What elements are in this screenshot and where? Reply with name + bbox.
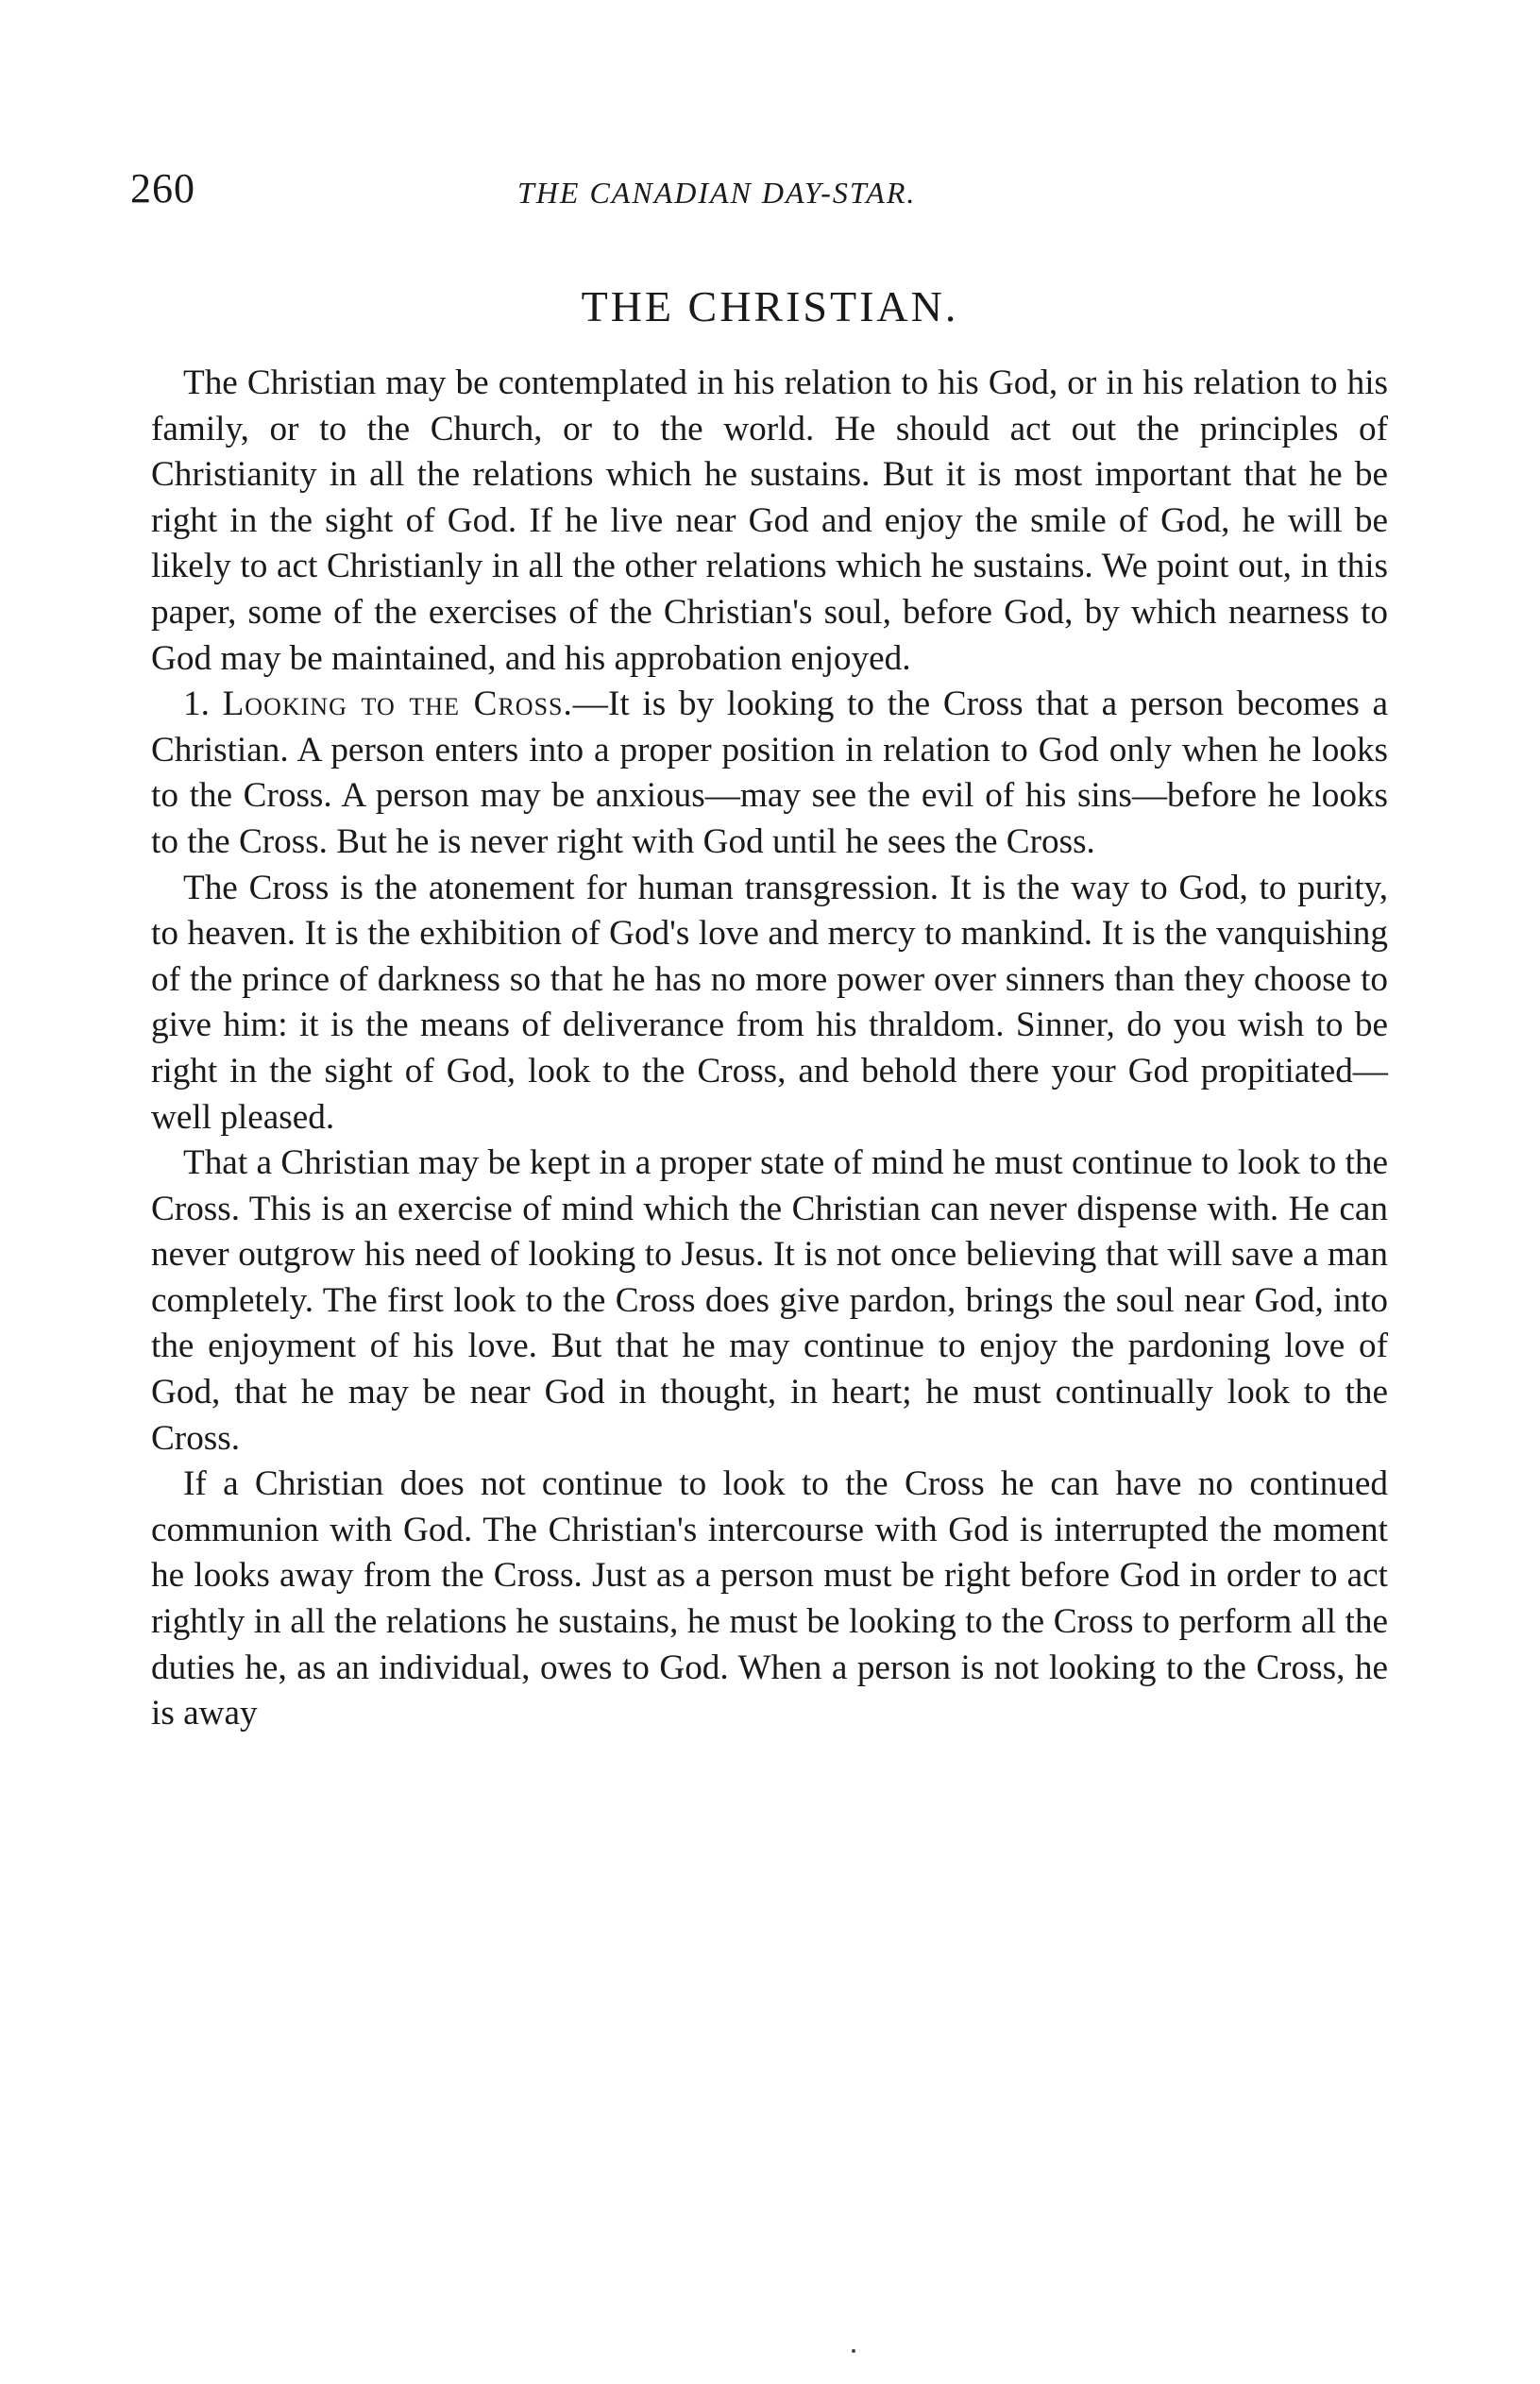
section-1-heading: Looking to the Cross.: [222, 685, 573, 724]
intro-paragraph: The Christian may be contemplated in his relation to his God, or in his relation to his family, or to the Church, or to the world. He should act out the principles of Christianity in all the relations which he sustains. But it is most important that he be right in the sight of God. If he live near God and enjoy the smile of God, he will be likely to act Christianly in all the other relations which he sustains. We point out, in this paper, some of the exercises of the Christian's soul, before God, by which nearness to God may be maintained, and his approbation enjoyed.: [151, 364, 1388, 678]
section-1-text: —It is by looking to the Cross that a person becomes a Christian. A person enters into a proper position in relation to God only when he looks to the Cross. A person may be anxious—may see the evil of his sins—before he looks to the Cross. But he is never right with God until he sees the Cross.: [151, 685, 1389, 861]
running-head: [130, 165, 1396, 225]
printer-mark: [852, 2349, 855, 2353]
section-1-paragraph: [151, 682, 1388, 865]
paragraph-continue-looking: That a Christian may be kept in a proper state of mind he must continue to look to the Cross. This is an exercise of mind which the Christian can never dispense with. He can never outgrow his need of looking to Jesus. It is not once believing that will save a man completely. The first look to the Cross does give pardon, brings the soul near God, into the enjoyment of his love. But that he may continue to enjoy the pardoning love of God, that he may be near God in thought, in heart; he must continually look to the Cross.: [151, 1143, 1388, 1458]
section-1-number: 1.: [183, 685, 210, 724]
paragraph-cross-atonement: The Cross is the atonement for human transgression. It is the way to God, to purity, to heaven. It is the exhibition of God's love and mercy to mankind. It is the vanquishing of the prince of darkness so that he has no more power over sinners than they choose to give him: it is the means of deliverance from his thraldom. Sinner, do you wish to be right in the sight of God, look to the Cross, and behold there your God propitiated—well pleased.: [151, 868, 1388, 1137]
running-title: THE CANADIAN DAY-STAR.: [517, 176, 917, 210]
paragraph-communion: If a Christian does not continue to look to the Cross he can have no continued communion with God. The Christian's intercourse with God is interrupted the moment he looks away from the Cross. Just as a person must be right before God in order to act rightly in all the relations he sustains, he must be looking to the Cross to perform all the duties he, as an individual, owes to God. When a person is not looking to the Cross, he is away: [151, 1464, 1388, 1733]
page-number: 260: [130, 165, 195, 211]
article-title: THE CHRISTIAN.: [581, 282, 959, 330]
article-body: [151, 361, 1388, 1737]
